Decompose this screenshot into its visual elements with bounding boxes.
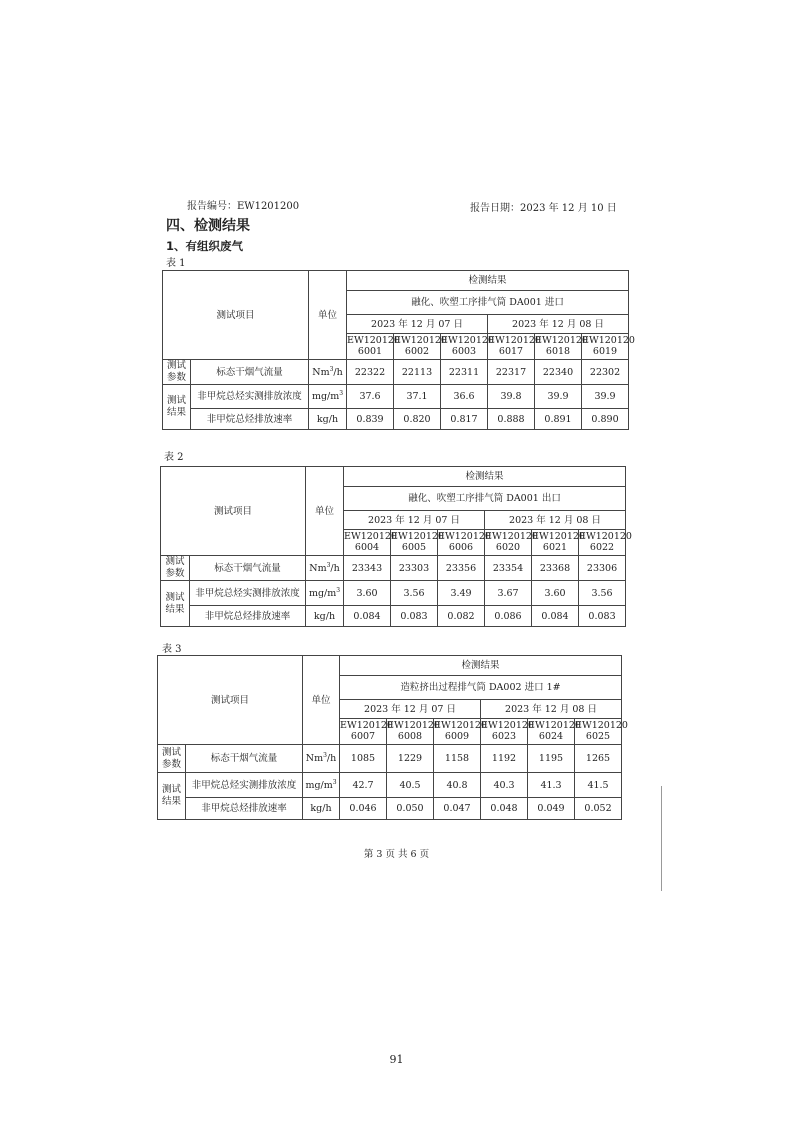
value-cell: 0.817 [441,409,488,430]
value-cell: 0.084 [344,606,391,627]
value-cell: 0.084 [532,606,579,627]
sampling-date: 2023 年 12 月 07 日 [347,315,488,334]
sample-code-suffix: 6004 [354,541,380,553]
sample-code [340,719,393,745]
unit-cell [306,606,344,627]
category-line: 测试 [166,395,186,406]
sample-code-prefix: EW120120 [344,531,397,542]
sampling-location: 融化、吹塑工序排气筒 DA001 进口 [347,291,629,315]
unit-superscript: 3 [336,586,341,594]
value-cell: 40.5 [387,773,434,798]
value-cell: 23368 [532,556,579,581]
value-cell: 0.083 [579,606,626,627]
table-label: 表 2 [164,452,184,463]
unit-superscript: 3 [323,752,327,759]
category-line: 参数 [165,568,185,579]
results-table [160,466,632,627]
sampling-date: 2023 年 12 月 07 日 [340,700,481,719]
sample-code [441,334,494,360]
value-cell: 1085 [340,745,387,773]
sample-code-prefix: EW120120 [434,720,487,731]
report-number: 报告编号：EW1201200 [187,201,300,212]
sample-code-suffix: 6002 [404,345,430,357]
column-header-item: 测试项目 [161,467,306,556]
test-item: 非甲烷总烃实测排放浓度 [191,385,309,409]
category-line: 测试 [165,591,185,603]
sample-code-prefix: EW120120 [481,720,534,731]
unit-cell [309,385,347,409]
results-table [162,270,635,430]
value-cell: 22340 [535,360,582,385]
table-row [161,556,626,581]
column-header-results: 检测结果 [344,467,626,487]
column-header-item: 测试项目 [163,271,309,360]
column-header-unit: 单位 [303,656,340,745]
value-cell: 0.046 [340,798,387,820]
sample-code-prefix: EW120120 [532,531,585,542]
table-row [158,773,622,798]
value-cell: 41.3 [528,773,575,798]
value-cell: 42.7 [340,773,387,798]
sample-code [528,719,581,745]
sample-code-suffix: 6008 [397,730,423,742]
category-test-results [161,581,190,627]
sample-code-suffix: 6001 [357,345,383,357]
sample-code-suffix: 6025 [585,730,611,742]
unit-base: mg/m [305,779,333,791]
scan-edge-line [661,786,662,891]
unit-base: kg/h [313,610,336,622]
unit-cell [309,409,347,430]
table-row [163,409,629,430]
category-line: 结果 [166,407,186,418]
category-line: 结果 [165,603,185,615]
table-row [161,581,626,606]
unit-base: mg/m [311,391,340,402]
sample-code [579,530,632,556]
value-cell: 37.1 [394,385,441,409]
unit-cell [303,798,340,820]
value-cell: 22311 [441,360,488,385]
sampling-date: 2023 年 12 月 08 日 [485,511,626,530]
section-title: 四、检测结果 [166,218,250,234]
sampling-date: 2023 年 12 月 08 日 [481,700,622,719]
unit-cell [306,581,344,606]
value-cell: 22322 [347,360,394,385]
unit-cell [306,556,344,581]
table-row [161,606,626,627]
sample-code-prefix: EW120120 [582,335,635,346]
value-cell: 3.67 [485,581,532,606]
sample-code-prefix: EW120120 [535,335,588,346]
unit-cell [303,745,340,773]
sample-code [394,334,447,360]
test-item: 非甲烷总烃排放速率 [190,606,306,627]
value-cell: 0.891 [535,409,582,430]
sample-code-prefix: EW120120 [347,335,400,346]
sample-code-prefix: EW120120 [394,335,447,346]
value-cell: 1195 [528,745,575,773]
value-cell: 23356 [438,556,485,581]
category-test-params [158,745,186,773]
sample-code [535,334,588,360]
test-item: 非甲烷总烃实测排放浓度 [190,581,306,606]
sample-code-suffix: 6023 [491,730,517,742]
category-line: 参数 [161,758,181,770]
sample-code [532,530,585,556]
value-cell: 0.082 [438,606,485,627]
sample-code-suffix: 6005 [401,541,427,553]
page-number: 91 [389,1053,404,1066]
value-cell: 1192 [481,745,528,773]
sample-code [347,334,400,360]
unit-superscript: 3 [326,561,331,569]
unit-base: Nm [309,562,327,574]
value-cell: 0.839 [347,409,394,430]
header-row [163,271,629,291]
value-cell: 1265 [575,745,622,773]
category-line: 测试 [165,556,185,567]
column-header-results: 检测结果 [347,271,629,291]
sample-code [488,334,541,360]
category-line: 测试 [166,360,186,371]
unit-tail: /h [326,753,337,764]
table-row [163,385,629,409]
sample-code-suffix: 6024 [538,730,564,742]
category-test-params [163,360,191,385]
value-cell: 0.888 [488,409,535,430]
sample-code [344,530,397,556]
sample-code-prefix: EW120120 [441,335,494,346]
sample-code [481,719,534,745]
category-test-params [161,556,190,581]
sample-code-suffix: 6007 [350,730,376,742]
table-label: 表 1 [166,258,186,269]
unit-cell [303,773,340,798]
value-cell: 23303 [391,556,438,581]
value-cell: 3.60 [344,581,391,606]
sample-code [438,530,491,556]
page-footer: 第 3 页 共 6 页 [363,849,430,860]
test-item: 标态干烟气流量 [190,556,306,581]
unit-base: kg/h [316,413,339,425]
value-cell: 40.3 [481,773,528,798]
value-cell: 1229 [387,745,434,773]
category-line: 测试 [161,784,181,795]
sample-code-suffix: 6019 [592,345,618,357]
sample-code-prefix: EW120120 [528,720,581,731]
sample-code-suffix: 6003 [451,345,477,357]
value-cell: 40.8 [434,773,481,798]
table-label: 表 3 [162,644,182,655]
value-cell: 0.049 [528,798,575,820]
column-header-results: 检测结果 [340,656,622,676]
sample-code-prefix: EW120120 [485,531,538,542]
value-cell: 23306 [579,556,626,581]
value-cell: 3.56 [391,581,438,606]
sample-code [582,334,635,360]
value-cell: 22317 [488,360,535,385]
sample-code-prefix: EW120120 [579,531,632,542]
value-cell: 0.048 [481,798,528,820]
header-row [161,467,626,487]
value-cell: 36.6 [441,385,488,409]
category-line: 测试 [161,746,181,758]
value-cell: 22302 [582,360,629,385]
unit-superscript: 3 [332,778,337,786]
value-cell: 0.050 [387,798,434,820]
unit-base: Nm [305,753,324,764]
value-cell: 23354 [485,556,532,581]
value-cell: 23343 [344,556,391,581]
value-cell: 0.890 [582,409,629,430]
sampling-location: 造粒挤出过程排气筒 DA002 进口 1# [340,676,622,700]
sample-code-prefix: EW120120 [340,720,393,731]
sample-code-prefix: EW120120 [391,531,444,542]
results-table [157,655,628,820]
sample-code-suffix: 6021 [542,541,568,553]
unit-superscript: 3 [329,365,334,373]
sampling-date: 2023 年 12 月 08 日 [488,315,629,334]
sample-code-suffix: 6006 [448,541,474,553]
header-row [158,656,622,676]
column-header-unit: 单位 [306,467,344,556]
category-test-results [163,385,191,430]
value-cell: 39.9 [535,385,582,409]
value-cell: 0.047 [434,798,481,820]
sample-code-suffix: 6018 [545,345,571,357]
sample-code-prefix: EW120120 [488,335,541,346]
unit-superscript: 3 [339,390,344,397]
value-cell: 0.086 [485,606,532,627]
table-row [158,798,622,820]
value-cell: 41.5 [575,773,622,798]
column-header-item: 测试项目 [158,656,303,745]
unit-tail: /h [333,366,343,378]
value-cell: 37.6 [347,385,394,409]
value-cell: 3.49 [438,581,485,606]
sampling-location: 融化、吹塑工序排气筒 DA001 出口 [344,487,626,511]
unit-cell [309,360,347,385]
sample-code-suffix: 6017 [498,345,524,357]
column-header-unit: 单位 [309,271,347,360]
value-cell: 0.083 [391,606,438,627]
value-cell: 39.8 [488,385,535,409]
test-item: 标态干烟气流量 [186,745,303,773]
sample-code [485,530,538,556]
category-line: 结果 [161,796,181,807]
category-line: 参数 [166,372,186,383]
sample-code-prefix: EW120120 [575,720,628,731]
sample-code [575,719,628,745]
sample-code-prefix: EW120120 [438,531,491,542]
value-cell: 0.052 [575,798,622,820]
sample-code-suffix: 6020 [495,541,521,553]
unit-base: kg/h [310,803,332,814]
sampling-date: 2023 年 12 月 07 日 [344,511,485,530]
sample-code-prefix: EW120120 [387,720,440,731]
category-test-results [158,773,186,820]
sample-code [434,719,487,745]
value-cell: 3.60 [532,581,579,606]
unit-base: Nm [312,366,330,378]
subsection-title: 1、有组织废气 [166,239,244,253]
value-cell: 1158 [434,745,481,773]
report-date: 报告日期：2023 年 12 月 10 日 [470,203,617,214]
sample-code [391,530,444,556]
value-cell: 0.820 [394,409,441,430]
table-row [163,360,629,385]
unit-tail: /h [330,562,340,574]
test-item: 非甲烷总烃排放速率 [191,409,309,430]
sample-code-suffix: 6009 [444,730,470,742]
table-row [158,745,622,773]
test-item: 非甲烷总烃排放速率 [186,798,303,820]
sample-code-suffix: 6022 [589,541,615,553]
sample-code [387,719,440,745]
test-item: 标态干烟气流量 [191,360,309,385]
value-cell: 3.56 [579,581,626,606]
test-item: 非甲烷总烃实测排放浓度 [186,773,303,798]
value-cell: 39.9 [582,385,629,409]
value-cell: 22113 [394,360,441,385]
unit-base: mg/m [308,587,337,599]
